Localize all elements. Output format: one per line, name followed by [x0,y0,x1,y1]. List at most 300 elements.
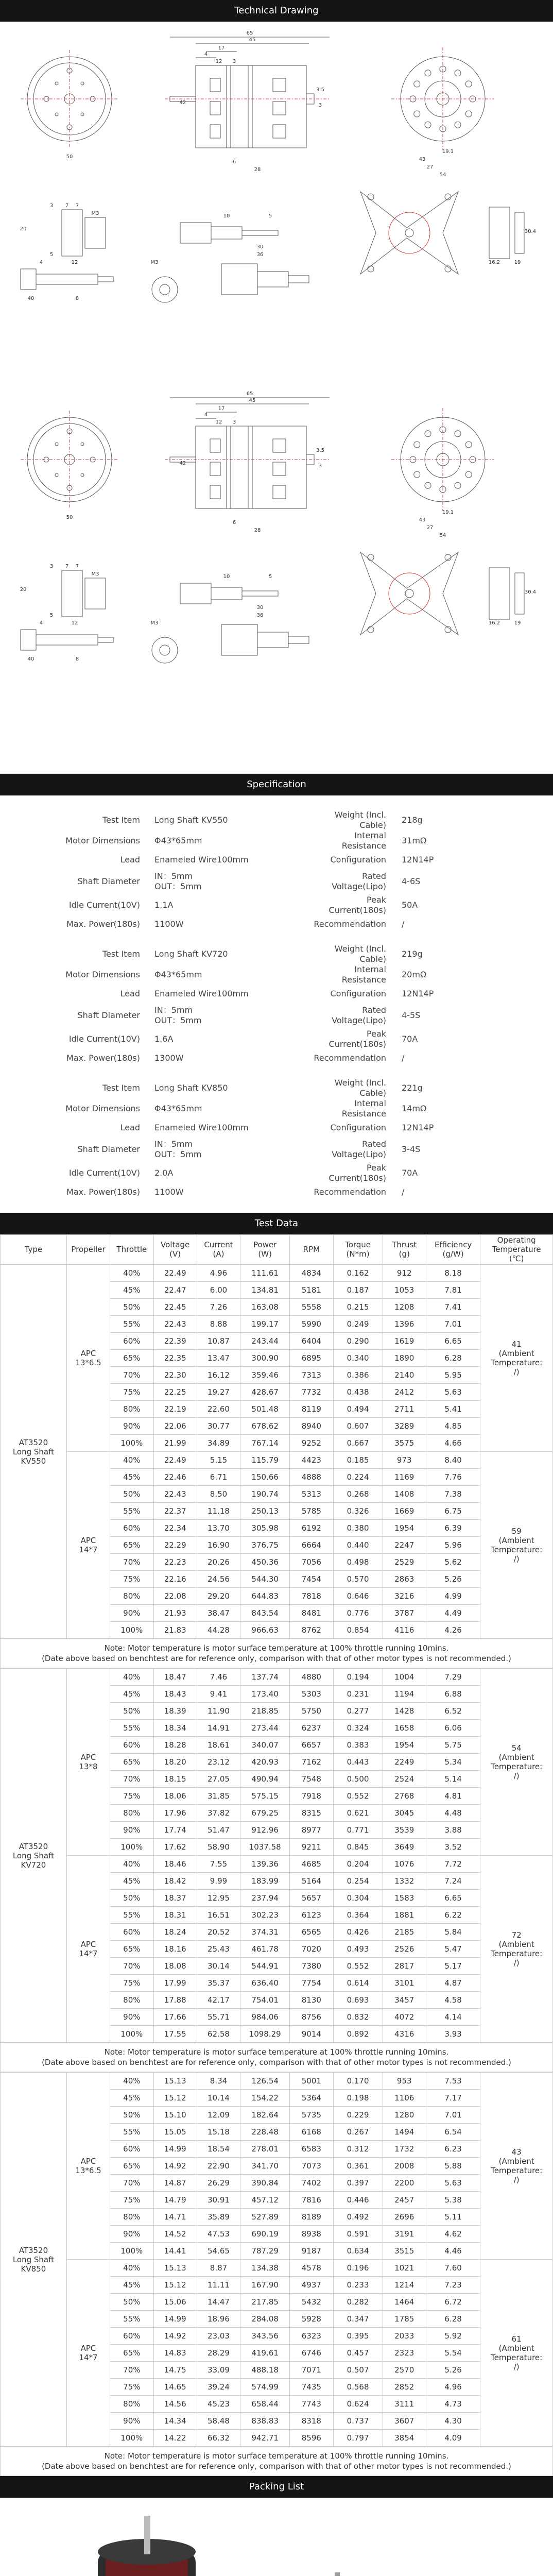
table-cell: 22.49 [153,1265,197,1282]
column-header: Torque (N*m) [333,1235,383,1264]
drawing-hole [425,122,431,128]
table-cell: 17.74 [153,1822,197,1839]
table-cell: 7056 [290,1554,333,1571]
table-cell: 7548 [290,1771,333,1788]
table-cell: 22.39 [153,1333,197,1350]
table-cell: 100% [110,2243,153,2260]
table-cell: 60% [110,2141,153,2158]
table-cell: 5.34 [426,1754,480,1771]
dimension-label: 8 [75,296,79,301]
table-cell: 0.267 [333,2124,383,2141]
table-cell: 2200 [383,2175,426,2192]
table-cell: 24.56 [197,1571,240,1588]
table-cell: 340.07 [240,1737,290,1754]
spec-label: Motor Dimensions [65,970,140,979]
drawing-rect [515,212,524,253]
table-cell: 2863 [383,1571,426,1588]
table-cell: 80% [110,1588,153,1605]
spec-label: Max. Power(180s) [66,1187,140,1197]
table-cell: 574.99 [240,2379,290,2396]
spec-value: 2.0A [154,1168,174,1178]
table-cell: 6.65 [426,1333,480,1350]
table-cell: 4.96 [426,2379,480,2396]
table-cell: 2457 [383,2192,426,2209]
table-cell: 1954 [383,1737,426,1754]
spec-value: 70A [402,1168,418,1178]
table-cell: 9.41 [197,1686,240,1703]
dimension-label: 65 [246,30,253,36]
table-cell: 1464 [383,2294,426,2311]
spec-row [0,1136,553,1163]
dimension-label: 30 [256,244,264,250]
table-cell: 18.46 [153,1856,197,1873]
table-cell: 0.614 [333,1975,383,1992]
spec-value: / [402,919,405,929]
drawing-circle [368,554,374,561]
table-cell: 9211 [290,1839,333,1856]
table-cell: 0.621 [333,1805,383,1822]
table-cell: 45% [110,2277,153,2294]
table-cell: 0.326 [333,1503,383,1520]
table-cell: 22.30 [153,1367,197,1384]
table-cell: 0.607 [333,1418,383,1435]
spec-value: 1100W [154,1187,184,1197]
table-cell: 2852 [383,2379,426,2396]
table-cell: 5.15 [197,1452,240,1469]
table-cell: 15.10 [153,2107,197,2124]
table-cell: 22.46 [153,1469,197,1486]
table-cell: 65% [110,1754,153,1771]
spec-value: 12N14P [402,1122,434,1132]
test-data-table [0,1234,553,1264]
table-cell: 376.75 [240,1537,290,1554]
table-cell: 678.62 [240,1418,290,1435]
table-cell: 14.91 [197,1720,240,1737]
table-cell: 13.70 [197,1520,240,1537]
table-cell: 3854 [383,2430,426,2447]
table-cell: 5303 [290,1686,333,1703]
table-cell: 22.60 [197,1401,240,1418]
table-cell: 8756 [290,2009,333,2026]
table-cell: 18.34 [153,1720,197,1737]
motor-type-cell: AT3520 Long Shaft KV550 [1,1265,67,1639]
section-title: Test Data [254,1218,299,1229]
table-cell: 1106 [383,2090,426,2107]
dimension-label: 30.4 [524,589,537,595]
table-cell: 3607 [383,2413,426,2430]
propeller-cell: APC 14*7 [66,2260,110,2447]
table-cell: 14.52 [153,2226,197,2243]
table-cell: 0.797 [333,2430,383,2447]
table-cell: 62.58 [197,2026,240,2043]
column-header: Propeller [66,1235,110,1264]
table-cell: 0.845 [333,1839,383,1856]
table-cell: 22.06 [153,1418,197,1435]
table-cell: 767.14 [240,1435,290,1452]
table-cell: 50% [110,1890,153,1907]
packing-area [0,2498,553,2576]
table-cell: 5990 [290,1316,333,1333]
table-cell: 5181 [290,1282,333,1299]
table-cell: 8189 [290,2209,333,2226]
drawing-circle [81,473,84,477]
table-cell: 0.493 [333,1941,383,1958]
table-cell: 14.92 [153,2328,197,2345]
spec-row [0,944,553,964]
dimension-label: 42 [179,100,186,106]
table-cell: 126.54 [240,2073,290,2090]
table-cell: 0.290 [333,1333,383,1350]
drawing-hole [465,471,472,478]
table-cell: 973 [383,1452,426,1469]
table-cell: 6.72 [426,2294,480,2311]
table-cell: 0.162 [333,1265,383,1282]
table-cell: 450.36 [240,1554,290,1571]
table-cell: 75% [110,2379,153,2396]
motor-test-table [0,1264,553,1639]
table-cell: 0.397 [333,2175,383,2192]
temperature-cell: 54 (Ambient Temperature: /) [480,1669,553,1856]
table-cell: 173.40 [240,1686,290,1703]
table-cell: 163.08 [240,1299,290,1316]
table-cell: 6.52 [426,1703,480,1720]
table-cell: 15.13 [153,2260,197,2277]
table-cell: 70% [110,1554,153,1571]
drawing-rect [242,591,278,596]
drawing-rect [196,426,306,509]
table-cell: 461.78 [240,1941,290,1958]
table-cell: 2008 [383,2158,426,2175]
table-cell: 45% [110,1686,153,1703]
table-cell: 575.15 [240,1788,290,1805]
drawing-rect [180,583,211,604]
table-cell: 1076 [383,1856,426,1873]
table-cell: 18.08 [153,1958,197,1975]
table-cell: 6657 [290,1737,333,1754]
table-cell: 18.06 [153,1788,197,1805]
table-cell: 65% [110,1941,153,1958]
table-cell: 217.85 [240,2294,290,2311]
table-cell: 4.87 [426,1975,480,1992]
spec-row [0,1183,553,1200]
table-cell: 0.737 [333,2413,383,2430]
spec-value: 3-4S [402,1144,421,1154]
dimension-label: 36 [256,613,264,618]
table-cell: 2526 [383,1941,426,1958]
table-cell: 31.85 [197,1788,240,1805]
table-cell: 29.20 [197,1588,240,1605]
table-cell: 0.233 [333,2277,383,2294]
table-cell: 1619 [383,1333,426,1350]
drawing-rect [210,485,220,499]
table-cell: 22.45 [153,1299,197,1316]
spec-label: Peak Current(180s) [329,1163,386,1183]
table-cell: 7020 [290,1941,333,1958]
drawing-hole [455,70,461,76]
table-cell: 457.12 [240,2192,290,2209]
dimension-label: 3 [232,59,236,64]
drawing-rect [273,462,286,476]
table-cell: 18.42 [153,1873,197,1890]
table-cell: 16.12 [197,1367,240,1384]
table-row [1,2260,553,2277]
table-cell: 60% [110,1333,153,1350]
table-cell: 278.01 [240,2141,290,2158]
table-cell: 7162 [290,1754,333,1771]
table-cell: 4072 [383,2009,426,2026]
dimension-label: 65 [246,391,253,397]
table-cell: 5001 [290,2073,333,2090]
spec-value: 1100W [154,919,184,929]
table-cell: 0.591 [333,2226,383,2243]
table-cell: 17.66 [153,2009,197,2026]
table-cell: 58.48 [197,2413,240,2430]
spec-row [0,1049,553,1066]
table-cell: 0.500 [333,1771,383,1788]
table-cell: 75% [110,1571,153,1588]
column-header: Thrust (g) [383,1235,426,1264]
drawing-rect [273,485,286,499]
table-cell: 0.324 [333,1720,383,1737]
table-cell: 100% [110,2430,153,2447]
drawing-hole [465,442,472,448]
table-cell: 4834 [290,1265,333,1282]
table-cell: 45% [110,1282,153,1299]
section-header-test [0,1213,553,1234]
table-cell: 25.43 [197,1941,240,1958]
table-cell: 1881 [383,1907,426,1924]
drawing-rect [180,223,211,243]
table-cell: 5.26 [426,1571,480,1588]
table-cell: 7818 [290,1588,333,1605]
column-header: Operating Temperature (℃) [480,1235,553,1264]
table-cell: 374.31 [240,1924,290,1941]
drawing-hole [414,81,420,87]
spec-label: Lead [120,854,140,865]
table-cell: 22.49 [153,1452,197,1469]
dimension-label: 19.1 [442,149,454,155]
drawing-canvas [0,22,553,773]
dimension-label: 3 [49,203,54,209]
table-cell: 182.64 [240,2107,290,2124]
spec-value: Enameled Wire100mm [154,988,249,998]
table-cell: 7743 [290,2396,333,2413]
table-cell: 40% [110,1265,153,1282]
table-cell: 44.28 [197,1622,240,1639]
dimension-label: 28 [254,528,261,533]
dimension-label: 5 [49,613,54,618]
table-cell: 54.65 [197,2243,240,2260]
table-row [1,1669,553,1686]
table-cell: 22.43 [153,1316,197,1333]
table-cell: 14.75 [153,2362,197,2379]
spec-value: 12N14P [402,854,434,865]
table-cell: 690.19 [240,2226,290,2243]
packing-illustration [0,2498,553,2576]
table-cell: 6.28 [426,2311,480,2328]
table-cell: 3649 [383,1839,426,1856]
table-cell: 787.29 [240,2243,290,2260]
table-cell: 4423 [290,1452,333,1469]
table-cell: 0.215 [333,1299,383,1316]
motor-test-table [0,1668,553,2043]
table-cell: 3111 [383,2396,426,2413]
spec-value: 31mΩ [402,836,427,845]
table-cell: 1669 [383,1503,426,1520]
table-cell: 8315 [290,1805,333,1822]
spec-label: Recommendation [314,1053,386,1063]
table-cell: 3.88 [426,1822,480,1839]
table-cell: 0.231 [333,1686,383,1703]
table-cell: 8130 [290,1992,333,2009]
table-cell: 6.88 [426,1686,480,1703]
table-cell: 4.85 [426,1418,480,1435]
table-cell: 18.39 [153,1703,197,1720]
table-cell: 237.94 [240,1890,290,1907]
table-cell: 18.31 [153,1907,197,1924]
table-cell: 1098.29 [240,2026,290,2043]
table-cell: 11.90 [197,1703,240,1720]
spec-label: Peak Current(180s) [329,1029,386,1049]
table-cell: 4.46 [426,2243,480,2260]
spec-label: Internal Resistance [341,831,386,851]
table-cell: 0.198 [333,2090,383,2107]
table-cell: 6583 [290,2141,333,2158]
table-cell: 544.91 [240,1958,290,1975]
drawing-rect [221,624,257,655]
spec-value: 12N14P [402,988,434,998]
table-cell: 14.99 [153,2311,197,2328]
drawing-circle [368,266,374,272]
table-cell: 18.16 [153,1941,197,1958]
dimension-label: M3 [150,620,159,626]
table-cell: 14.65 [153,2379,197,2396]
table-cell: 7.76 [426,1469,480,1486]
spec-label: Configuration [330,854,386,865]
table-cell: 5.75 [426,1737,480,1754]
drawing-hole [465,111,472,117]
table-cell: 80% [110,1401,153,1418]
table-cell: 4316 [383,2026,426,2043]
table-cell: 4.26 [426,1622,480,1639]
spec-row [0,1119,553,1136]
table-cell: 7.29 [426,1669,480,1686]
table-cell: 6323 [290,2328,333,2345]
dimension-label: 10 [223,213,230,219]
drawing-rect [210,78,220,92]
drawing-hole [455,122,461,128]
table-cell: 3575 [383,1435,426,1452]
drawing-circle [368,194,374,200]
dimension-label: 3.5 [316,448,324,453]
table-cell: 1194 [383,1686,426,1703]
dimension-label: M3 [150,260,159,265]
table-cell: 7.38 [426,1486,480,1503]
table-cell: 22.47 [153,1282,197,1299]
drawing-rect [21,630,36,650]
table-cell: 17.55 [153,2026,197,2043]
table-cell: 0.170 [333,2073,383,2090]
drawing-rect [211,587,242,600]
table-cell: 2247 [383,1537,426,1554]
section-title: Technical Drawing [234,5,319,16]
table-cell: 14.34 [153,2413,197,2430]
spec-value: IN：5mm OUT：5mm [154,1005,202,1025]
table-cell: 305.98 [240,1520,290,1537]
table-cell: 90% [110,1605,153,1622]
table-cell: 5.11 [426,2209,480,2226]
table-cell: 8.34 [197,2073,240,2090]
table-cell: 0.187 [333,1282,383,1299]
table-cell: 838.83 [240,2413,290,2430]
spec-label: Peak Current(180s) [329,895,386,915]
table-cell: 90% [110,2413,153,2430]
table-cell: 302.23 [240,1907,290,1924]
table-cell: 14.22 [153,2430,197,2447]
table-cell: 1332 [383,1873,426,1890]
spec-row [0,985,553,1002]
table-cell: 58.90 [197,1839,240,1856]
dimension-label: 43 [419,517,426,523]
table-cell: 9.99 [197,1873,240,1890]
table-cell: 139.36 [240,1856,290,1873]
table-cell: 7435 [290,2379,333,2396]
table-cell: 70% [110,1367,153,1384]
table-cell: 7454 [290,1571,333,1588]
table-cell: 35.89 [197,2209,240,2226]
spec-label: Weight (Incl. Cable) [334,1078,386,1098]
table-cell: 22.23 [153,1554,197,1571]
table-cell: 6664 [290,1537,333,1554]
spec-label: Lead [120,1122,140,1132]
table-cell: 22.16 [153,1571,197,1588]
drawing-rect [273,439,286,452]
spec-label: Motor Dimensions [65,1104,140,1113]
table-cell: 1004 [383,1669,426,1686]
table-cell: 70% [110,2175,153,2192]
table-cell: 0.832 [333,2009,383,2026]
table-cell: 0.498 [333,1554,383,1571]
table-cell: 4880 [290,1669,333,1686]
table-cell: 0.204 [333,1856,383,1873]
spec-value: 14mΩ [402,1104,427,1113]
table-cell: 3.93 [426,2026,480,2043]
dimension-label: 27 [426,525,434,531]
table-cell: 4.81 [426,1788,480,1805]
spec-value: Φ43*65mm [154,970,202,979]
table-cell: 1053 [383,1282,426,1299]
spec-value: / [402,1187,405,1197]
table-cell: 2524 [383,1771,426,1788]
spec-label: Idle Current(10V) [68,1168,140,1178]
table-cell: 4685 [290,1856,333,1873]
table-cell: 45% [110,1873,153,1890]
table-cell: 14.99 [153,2141,197,2158]
table-cell: 4.62 [426,2226,480,2243]
table-cell: 18.43 [153,1686,197,1703]
table-cell: 60% [110,1924,153,1941]
column-header: RPM [290,1235,333,1264]
drawing-circle [152,637,178,663]
table-cell: 5.95 [426,1367,480,1384]
table-cell: 26.29 [197,2175,240,2192]
drawing-rect [288,276,309,283]
table-cell: 5.38 [426,2192,480,2209]
spec-label: Recommendation [314,1187,386,1197]
table-cell: 8.87 [197,2260,240,2277]
table-cell: 9252 [290,1435,333,1452]
table-cell: 28.29 [197,2345,240,2362]
